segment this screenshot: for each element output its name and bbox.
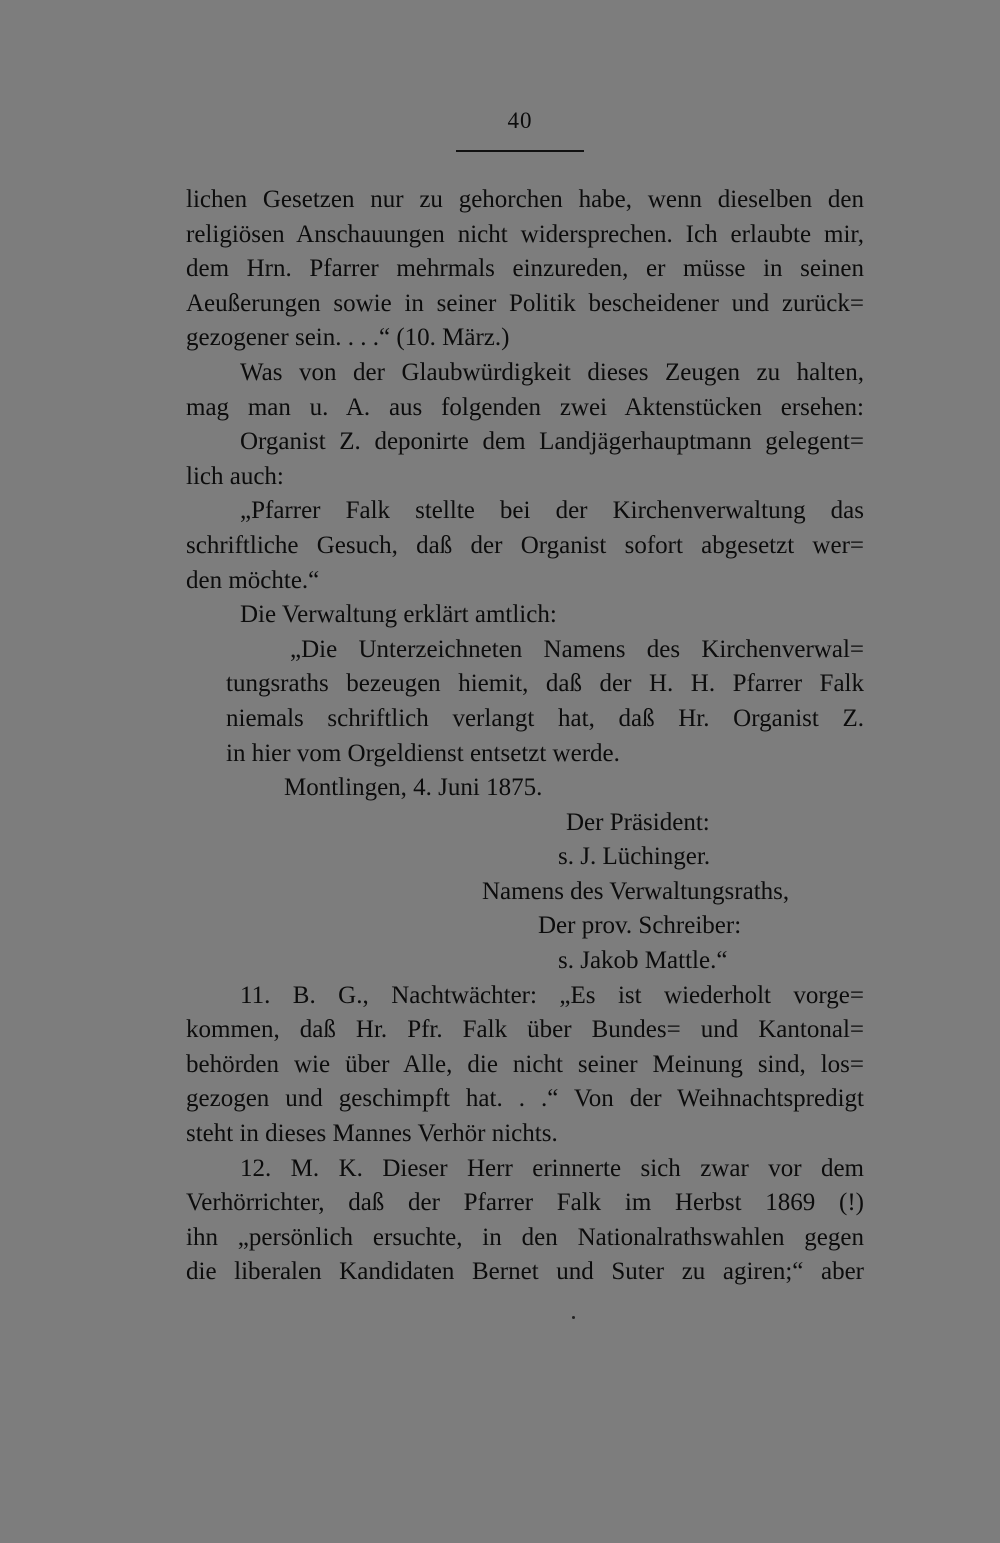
text-line: schriftliche Gesuch, daß der Organist sofort abgesetzt wer= — [186, 531, 864, 559]
signature-name: s. Jakob Mattle.“ — [558, 947, 728, 975]
text-line: Organist Z. deponirte dem Landjägerhauptmann gelegent= — [240, 428, 864, 456]
text-line: in hier vom Orgeldienst entsetzt werde. — [226, 739, 620, 767]
text-line: lichen Gesetzen nur zu gehorchen habe, wenn dieselben den — [186, 186, 864, 213]
text-line: „Pfarrer Falk stellte bei der Kirchenverwaltung das — [240, 497, 864, 525]
text-line: gezogen und geschimpft hat. . .“ Von der Weihnachtspredigt — [186, 1085, 864, 1113]
ink-speck — [572, 1316, 575, 1319]
text-line: tungsraths bezeugen hiemit, daß der H. H. Pfarrer Falk — [226, 670, 864, 698]
text-line: Die Verwaltung erklärt amtlich: — [240, 601, 557, 629]
text-line: mag man u. A. aus folgenden zwei Aktenstücken ersehen: — [186, 393, 864, 421]
body-text — [186, 183, 864, 1290]
text-line: lich auch: — [186, 462, 284, 490]
signature-place-date: Montlingen, 4. Juni 1875. — [284, 774, 543, 802]
page-number-rule — [456, 150, 584, 152]
text-line: gezogener sein. . . .“ (10. März.) — [186, 324, 510, 352]
signature-name: s. J. Lüchinger. — [558, 843, 711, 871]
signature-title: Namens des Verwaltungsraths, — [482, 877, 790, 905]
signature-title: Der Präsident: — [566, 808, 710, 836]
text-line: Verhörrichter, daß der Pfarrer Falk im Herbst 1869 (!) — [186, 1189, 864, 1217]
text-line: „Die Unterzeichneten Namens des Kirchenverwal= — [290, 635, 864, 663]
text-line: dem Hrn. Pfarrer mehrmals einzureden, er müsse in seinen — [186, 255, 864, 283]
text-line: Aeußerungen sowie in seiner Politik bescheidener und zurück= — [186, 289, 864, 317]
signature-title: Der prov. Schreiber: — [538, 912, 742, 940]
text-line: 11. B. G., Nachtwächter: „Es ist wiederholt vorge= — [240, 981, 864, 1009]
text-line: religiösen Anschauungen nicht widersprechen. Ich erlaubte mir, — [186, 220, 864, 248]
text-line: 12. M. K. Dieser Herr erinnerte sich zwar vor dem — [240, 1154, 864, 1182]
page-number: 40 — [507, 108, 533, 133]
text-line: kommen, daß Hr. Pfr. Falk über Bundes= und Kantonal= — [186, 1016, 864, 1044]
text-line: Was von der Glaubwürdigkeit dieses Zeugen zu halten, — [240, 358, 864, 386]
text-line: behörden wie über Alle, die nicht seiner Meinung sind, los= — [186, 1050, 864, 1078]
text-line: ihn „persönlich ersuchte, in den Nationalrathswahlen gegen — [186, 1223, 864, 1251]
text-line: die liberalen Kandidaten Bernet und Suter zu agiren;“ aber — [186, 1258, 864, 1286]
text-line: den möchte.“ — [186, 566, 320, 594]
text-line: niemals schriftlich verlangt hat, daß Hr. Organist Z. — [226, 704, 864, 732]
text-line: steht in dieses Mannes Verhör nichts. — [186, 1120, 558, 1148]
